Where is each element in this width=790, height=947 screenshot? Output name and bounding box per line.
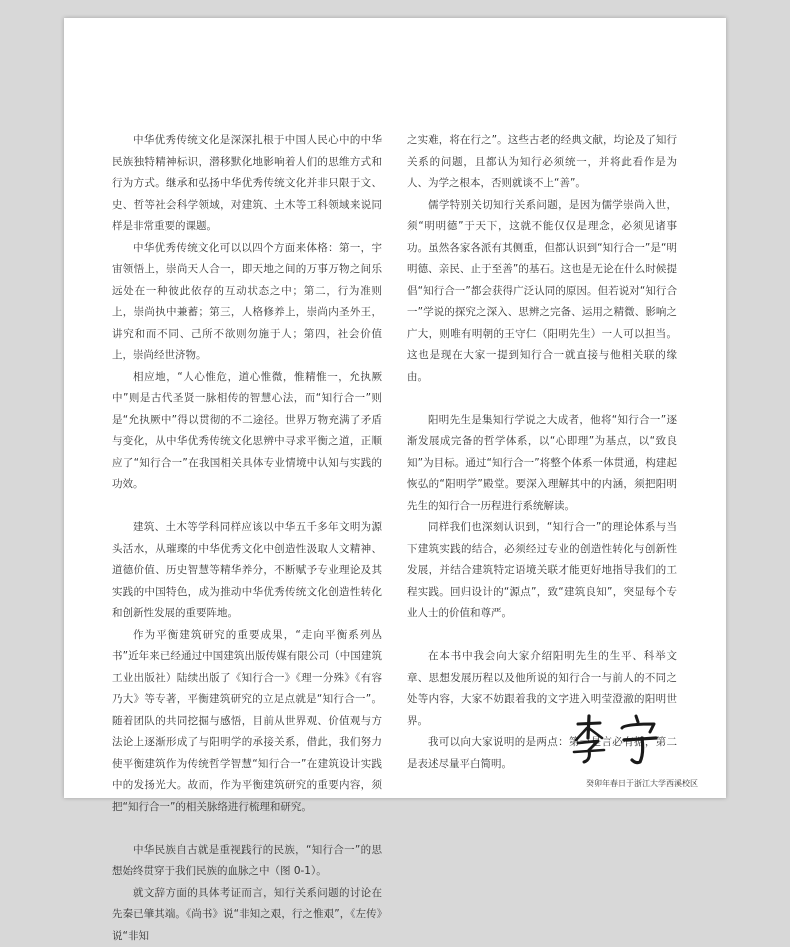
paragraph: 儒学特别关切知行关系问题，是因为儒学崇尚入世，须“明明德”于天下，这就不能仅仅是理念，必须见诸事功。虽然各家各派有其侧重，但都认识到“知行合一”是“明明德、亲民、止于至善”的基石。这也是无论在什么时候提倡“知行合一”都会获得广泛认同的原因。但若说对“知行合一”学说的探究之深入、思辨之完备、运用之精微、影响之广大，则唯有明朝的王守仁（阳明先生）一人可以担当。这也是现在大家一提到知行合一就直接与他相关联的缘由。 xyxy=(407,195,677,389)
document-page xyxy=(64,18,726,798)
paragraph: 中华民族自古就是重视践行的民族，“知行合一”的思想始终贯穿于我们民族的血脉之中（图 0-1）。 xyxy=(112,840,382,883)
paragraph: 作为平衡建筑研究的重要成果，“走向平衡系列丛书”近年来已经通过中国建筑出版传媒有限公司（中国建筑工业出版社）陆续出版了《知行合一》《理一分殊》《有容乃大》等专著，平衡建筑研究的立足点就是“知行合一”。随着团队的共同挖掘与感悟，目前从世界观、价值观与方法论上逐渐形成了与阳明学的承接关系，借此，我们努力使平衡建筑作为传统哲学智慧“知行合一”在建筑设计实践中的发扬光大。故而，作为平衡建筑研究的重要内容，须把“知行合一”的相关脉络进行梳理和研究。 xyxy=(112,625,382,819)
paragraph: 我可以向大家说明的是两点：第一是言必有据，第二是表述尽量平白简明。 xyxy=(407,732,677,775)
paragraph-gap xyxy=(407,388,677,410)
paragraph: 在本书中我会向大家介绍阳明先生的生平、科举文章、思想发展历程以及他所说的知行合一与前人的不同之处等内容，大家不妨跟着我的文字进入明莹澄澈的阳明世界。 xyxy=(407,646,677,732)
signature-date-line: 癸卯年春日于浙江大学西溪校区 xyxy=(586,778,698,789)
paragraph: 就文辞方面的具体考证而言，知行关系问题的讨论在先秦已肇其端。《尚书》说“非知之艰，行之惟艰”，《左传》说“非知 xyxy=(112,883,382,947)
paragraph-gap xyxy=(112,818,382,840)
right-text-column xyxy=(407,130,677,775)
paragraph: 阳明先生是集知行学说之大成者，他将“知行合一”逐渐发展成完备的哲学体系，以“心即理”为基点，以“致良知”为目标。通过“知行合一”将整个体系一体贯通，构建起恢弘的“阳明学”殿堂。要深入理解其中的内涵，须把阳明先生的知行合一历程进行系统解读。 xyxy=(407,410,677,518)
paragraph: 之实难，将在行之”。这些古老的经典文献，均论及了知行关系的问题，且都认为知行必须统一，并将此看作是为人、为学之根本，否则就谈不上“善”。 xyxy=(407,130,677,195)
paragraph: 中华优秀传统文化是深深扎根于中国人民心中的中华民族独特精神标识，潜移默化地影响着人们的思维方式和行为方式。继承和弘扬中华优秀传统文化并非只限于文、史、哲等社会科学领域，对建筑、土木等工科领域来说同样是非常重要的课题。 xyxy=(112,130,382,238)
handwritten-signature xyxy=(564,710,684,770)
paragraph: 建筑、土木等学科同样应该以中华五千多年文明为源头活水，从璀璨的中华优秀文化中创造性汲取人文精神、道德价值、历史智慧等精华养分，不断赋予专业理论及其实践的中国特色，成为推动中华优秀传统文化创造性转化和创新性发展的重要阵地。 xyxy=(112,517,382,625)
paragraph: 中华优秀传统文化可以以四个方面来体格：第一，宇宙领悟上，崇尚天人合一，即天地之间的万事万物之间乐远处在一种彼此依存的互动状态之中；第二，行为准则上，崇尚执中兼蓄；第三，人格修养上，崇尚内圣外王，讲究和而不同、己所不欲则勿施于人；第四，社会价值上，崇尚经世济物。 xyxy=(112,238,382,367)
left-text-column xyxy=(112,130,382,947)
paragraph-gap xyxy=(112,496,382,518)
paragraph: 同样我们也深刻认识到，“知行合一”的理论体系与当下建筑实践的结合，必须经过专业的创造性转化与创新性发展，并结合建筑特定语境关联才能更好地指导我们的工程实践。回归设计的“源点”，致“建筑良知”，突显每个专业人士的价值和尊严。 xyxy=(407,517,677,625)
paragraph-gap xyxy=(407,625,677,647)
paragraph: 相应地，“人心惟危，道心惟微，惟精惟一，允执厥中”则是古代圣贤一脉相传的智慧心法，而“知行合一”则是“允执厥中”得以贯彻的不二途径。世界万物充满了矛盾与变化，从中华优秀传统文化思辨中寻求平衡之道，正顺应了“知行合一”在我国相关具体专业情境中认知与实践的功效。 xyxy=(112,367,382,496)
